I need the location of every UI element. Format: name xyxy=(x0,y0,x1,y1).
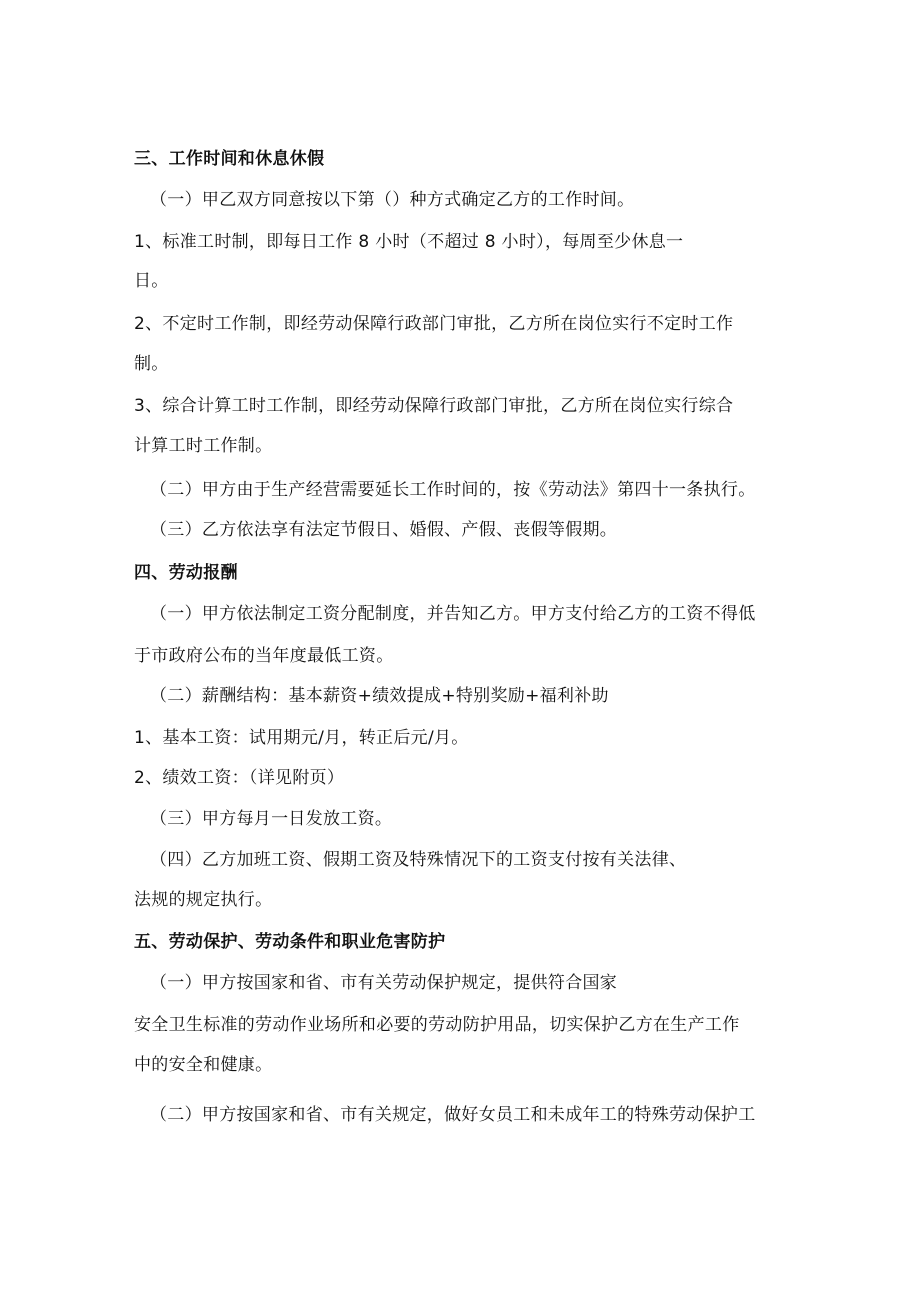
paragraph-line: （三）甲方每月一日发放工资。 xyxy=(150,809,393,829)
section-heading-4: 四、劳动报酬 xyxy=(134,563,238,583)
paragraph-line: 日。 xyxy=(134,271,169,291)
paragraph-line: 3、综合计算工时工作制，即经劳动保障行政部门审批，乙方所在岗位实行综合 xyxy=(134,396,734,416)
paragraph-line: （二）甲方由于生产经营需要延长工作时间的，按《劳动法》第四十一条执行。 xyxy=(150,480,756,500)
section-heading-5: 五、劳动保护、劳动条件和职业危害防护 xyxy=(134,932,446,952)
paragraph-line: （四）乙方加班工资、假期工资及特殊情况下的工资支付按有关法律、 xyxy=(150,850,687,870)
paragraph-line: （一）甲方按国家和省、市有关劳动保护规定，提供符合国家 xyxy=(150,973,618,993)
paragraph-line: （一）甲方依法制定工资分配制度，并告知乙方。甲方支付给乙方的工资不得低 xyxy=(150,604,756,624)
paragraph-line: 制。 xyxy=(134,354,169,374)
paragraph-line: （三）乙方依法享有法定节假日、婚假、产假、丧假等假期。 xyxy=(150,520,618,540)
paragraph-line: 2、不定时工作制，即经劳动保障行政部门审批，乙方所在岗位实行不定时工作 xyxy=(134,314,734,334)
paragraph-line: 于市政府公布的当年度最低工资。 xyxy=(134,646,394,666)
paragraph-line: 1、标准工时制，即每日工作 8 小时（不超过 8 小时），每周至少休息一 xyxy=(134,232,684,252)
paragraph-line: 安全卫生标准的劳动作业场所和必要的劳动防护用品，切实保护乙方在生产工作 xyxy=(134,1015,740,1035)
paragraph-line: 2、绩效工资：（详见附页） xyxy=(134,768,345,788)
paragraph-line: 1、基本工资：试用期元/月，转正后元/月。 xyxy=(134,728,469,748)
paragraph-line: （二）甲方按国家和省、市有关规定，做好女员工和未成年工的特殊劳动保护工 xyxy=(150,1105,756,1125)
paragraph-line: （二）薪酬结构：基本薪资+绩效提成+特别奖励+福利补助 xyxy=(150,686,609,706)
paragraph-line: 法规的规定执行。 xyxy=(134,890,273,910)
paragraph-line: （一）甲乙双方同意按以下第（）种方式确定乙方的工作时间。 xyxy=(150,190,635,210)
paragraph-line: 计算工时工作制。 xyxy=(134,436,273,456)
section-heading-3: 三、工作时间和休息休假 xyxy=(134,149,325,169)
paragraph-line: 中的安全和健康。 xyxy=(134,1055,273,1075)
